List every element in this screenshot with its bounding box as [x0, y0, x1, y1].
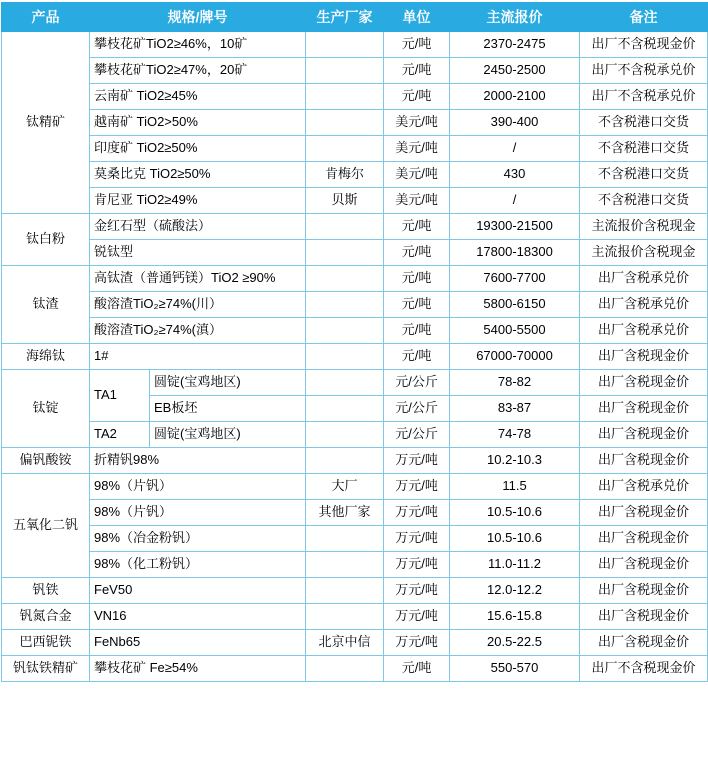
cell-maker	[306, 32, 384, 58]
cell-spec: 98%（化工粉钒）	[90, 552, 306, 578]
table-row	[2, 318, 708, 344]
table-row	[2, 552, 708, 578]
cell-note: 出厂含税现金价	[580, 370, 708, 396]
cell-unit: 元/吨	[384, 214, 450, 240]
cell-price: 10.5-10.6	[450, 500, 580, 526]
cell-note: 出厂含税承兑价	[580, 292, 708, 318]
cell-product: 巴西铌铁	[2, 630, 90, 656]
cell-maker	[306, 422, 384, 448]
cell-unit: 万元/吨	[384, 474, 450, 500]
table-header-row	[2, 3, 708, 32]
cell-maker	[306, 214, 384, 240]
cell-unit: 元/吨	[384, 344, 450, 370]
cell-price: 20.5-22.5	[450, 630, 580, 656]
cell-spec: 98%（冶金粉钒）	[90, 526, 306, 552]
cell-product: 钒氮合金	[2, 604, 90, 630]
cell-maker	[306, 266, 384, 292]
cell-price: 74-78	[450, 422, 580, 448]
cell-product: 钛锭	[2, 370, 90, 448]
cell-unit: 万元/吨	[384, 604, 450, 630]
cell-maker	[306, 292, 384, 318]
cell-note: 出厂含税现金价	[580, 396, 708, 422]
cell-spec: FeNb65	[90, 630, 306, 656]
header-product: 产品	[2, 3, 90, 32]
cell-price: 67000-70000	[450, 344, 580, 370]
table-row	[2, 58, 708, 84]
cell-product: 钛白粉	[2, 214, 90, 266]
cell-price: /	[450, 136, 580, 162]
table-row	[2, 630, 708, 656]
cell-unit: 万元/吨	[384, 630, 450, 656]
table-row	[2, 214, 708, 240]
cell-maker	[306, 396, 384, 422]
cell-price: 430	[450, 162, 580, 188]
cell-price: 5400-5500	[450, 318, 580, 344]
cell-spec: 越南矿 TiO2>50%	[90, 110, 306, 136]
cell-unit: 万元/吨	[384, 552, 450, 578]
cell-maker	[306, 552, 384, 578]
cell-note: 出厂含税承兑价	[580, 474, 708, 500]
cell-unit: 元/吨	[384, 266, 450, 292]
cell-spec: 高钛渣（普通钙镁）TiO2 ≥90%	[90, 266, 306, 292]
cell-maker	[306, 656, 384, 682]
cell-spec: 酸溶渣TiO₂≥74%(川）	[90, 292, 306, 318]
cell-spec: FeV50	[90, 578, 306, 604]
cell-price: 10.2-10.3	[450, 448, 580, 474]
table-row	[2, 162, 708, 188]
cell-unit: 美元/吨	[384, 162, 450, 188]
cell-unit: 万元/吨	[384, 500, 450, 526]
cell-unit: 元/吨	[384, 32, 450, 58]
cell-spec: 肯尼亚 TiO2≥49%	[90, 188, 306, 214]
cell-maker	[306, 604, 384, 630]
cell-price: 550-570	[450, 656, 580, 682]
header-maker: 生产厂家	[306, 3, 384, 32]
cell-note: 出厂含税现金价	[580, 526, 708, 552]
cell-product: 钒钛铁精矿	[2, 656, 90, 682]
cell-note: 出厂含税现金价	[580, 422, 708, 448]
cell-product: 钒铁	[2, 578, 90, 604]
cell-price: 5800-6150	[450, 292, 580, 318]
cell-product: 偏钒酸铵	[2, 448, 90, 474]
cell-spec: 锐钛型	[90, 240, 306, 266]
cell-spec: 1#	[90, 344, 306, 370]
cell-spec: 攀枝花矿TiO2≥47%，20矿	[90, 58, 306, 84]
cell-maker: 肯梅尔	[306, 162, 384, 188]
cell-note: 不含税港口交货	[580, 188, 708, 214]
cell-note: 主流报价含税现金	[580, 214, 708, 240]
cell-price: 11.5	[450, 474, 580, 500]
cell-maker	[306, 578, 384, 604]
cell-price: 12.0-12.2	[450, 578, 580, 604]
cell-note: 出厂含税现金价	[580, 552, 708, 578]
table-row	[2, 188, 708, 214]
cell-unit: 万元/吨	[384, 526, 450, 552]
cell-maker	[306, 344, 384, 370]
cell-maker: 贝斯	[306, 188, 384, 214]
cell-unit: 万元/吨	[384, 578, 450, 604]
cell-product: 钛渣	[2, 266, 90, 344]
cell-unit: 元/吨	[384, 656, 450, 682]
cell-price: 2450-2500	[450, 58, 580, 84]
price-quote-table	[1, 2, 708, 682]
cell-product: 五氧化二钒	[2, 474, 90, 578]
cell-price: 2000-2100	[450, 84, 580, 110]
cell-price: 390-400	[450, 110, 580, 136]
cell-note: 出厂含税现金价	[580, 604, 708, 630]
cell-maker	[306, 318, 384, 344]
table-row	[2, 526, 708, 552]
table-row	[2, 110, 708, 136]
table-row	[2, 32, 708, 58]
cell-product: 海绵钛	[2, 344, 90, 370]
table-row	[2, 266, 708, 292]
table-row	[2, 344, 708, 370]
cell-maker	[306, 84, 384, 110]
table-row	[2, 500, 708, 526]
cell-spec-grade: TA1	[90, 370, 150, 422]
cell-product: 钛精矿	[2, 32, 90, 214]
cell-unit: 元/吨	[384, 240, 450, 266]
cell-price: /	[450, 188, 580, 214]
cell-note: 不含税港口交货	[580, 162, 708, 188]
cell-spec: 酸溶渣TiO₂≥74%(滇）	[90, 318, 306, 344]
cell-maker	[306, 448, 384, 474]
cell-unit: 美元/吨	[384, 136, 450, 162]
cell-unit: 美元/吨	[384, 188, 450, 214]
cell-price: 11.0-11.2	[450, 552, 580, 578]
cell-price: 15.6-15.8	[450, 604, 580, 630]
cell-note: 出厂含税现金价	[580, 344, 708, 370]
cell-maker: 其他厂家	[306, 500, 384, 526]
cell-unit: 元/公斤	[384, 370, 450, 396]
header-spec: 规格/牌号	[90, 3, 306, 32]
table-row	[2, 604, 708, 630]
cell-maker	[306, 58, 384, 84]
cell-price: 17800-18300	[450, 240, 580, 266]
cell-price: 19300-21500	[450, 214, 580, 240]
cell-spec-detail: 圆锭(宝鸡地区)	[150, 422, 306, 448]
cell-note: 不含税港口交货	[580, 136, 708, 162]
cell-spec: 莫桑比克 TiO2≥50%	[90, 162, 306, 188]
cell-price: 7600-7700	[450, 266, 580, 292]
table-row	[2, 474, 708, 500]
cell-spec: 98%（片钒）	[90, 500, 306, 526]
cell-unit: 元/吨	[384, 84, 450, 110]
cell-note: 出厂含税现金价	[580, 578, 708, 604]
cell-maker: 北京中信	[306, 630, 384, 656]
cell-note: 出厂不含税现金价	[580, 32, 708, 58]
cell-price: 83-87	[450, 396, 580, 422]
cell-unit: 元/公斤	[384, 396, 450, 422]
cell-unit: 元/吨	[384, 318, 450, 344]
cell-spec: 金红石型（硫酸法）	[90, 214, 306, 240]
cell-spec: 攀枝花矿 Fe≥54%	[90, 656, 306, 682]
cell-note: 出厂不含税现金价	[580, 656, 708, 682]
cell-unit: 元/吨	[384, 292, 450, 318]
cell-maker	[306, 370, 384, 396]
cell-note: 出厂含税现金价	[580, 500, 708, 526]
cell-price: 78-82	[450, 370, 580, 396]
table-row	[2, 370, 708, 396]
header-note: 备注	[580, 3, 708, 32]
cell-spec: 折精钒98%	[90, 448, 306, 474]
cell-price: 10.5-10.6	[450, 526, 580, 552]
table-row	[2, 656, 708, 682]
cell-maker	[306, 240, 384, 266]
header-price: 主流报价	[450, 3, 580, 32]
cell-maker: 大厂	[306, 474, 384, 500]
cell-note: 出厂含税承兑价	[580, 266, 708, 292]
table-row	[2, 292, 708, 318]
cell-spec-detail: EB板坯	[150, 396, 306, 422]
cell-spec-detail: 圆锭(宝鸡地区)	[150, 370, 306, 396]
cell-note: 出厂不含税承兑价	[580, 84, 708, 110]
cell-unit: 元/公斤	[384, 422, 450, 448]
table-row	[2, 136, 708, 162]
cell-price: 2370-2475	[450, 32, 580, 58]
table-row	[2, 240, 708, 266]
cell-spec: VN16	[90, 604, 306, 630]
table-row	[2, 422, 708, 448]
cell-note: 出厂不含税承兑价	[580, 58, 708, 84]
cell-maker	[306, 136, 384, 162]
table-row	[2, 84, 708, 110]
cell-note: 出厂含税现金价	[580, 448, 708, 474]
cell-maker	[306, 110, 384, 136]
cell-note: 主流报价含税现金	[580, 240, 708, 266]
cell-spec: 攀枝花矿TiO2≥46%，10矿	[90, 32, 306, 58]
cell-spec-grade: TA2	[90, 422, 150, 448]
cell-spec: 98%（片钒）	[90, 474, 306, 500]
cell-maker	[306, 526, 384, 552]
table-row	[2, 448, 708, 474]
cell-note: 不含税港口交货	[580, 110, 708, 136]
cell-unit: 元/吨	[384, 58, 450, 84]
cell-note: 出厂含税承兑价	[580, 318, 708, 344]
table-row	[2, 578, 708, 604]
cell-spec: 云南矿 TiO2≥45%	[90, 84, 306, 110]
cell-unit: 美元/吨	[384, 110, 450, 136]
cell-unit: 万元/吨	[384, 448, 450, 474]
cell-note: 出厂含税现金价	[580, 630, 708, 656]
cell-spec: 印度矿 TiO2≥50%	[90, 136, 306, 162]
header-unit: 单位	[384, 3, 450, 32]
